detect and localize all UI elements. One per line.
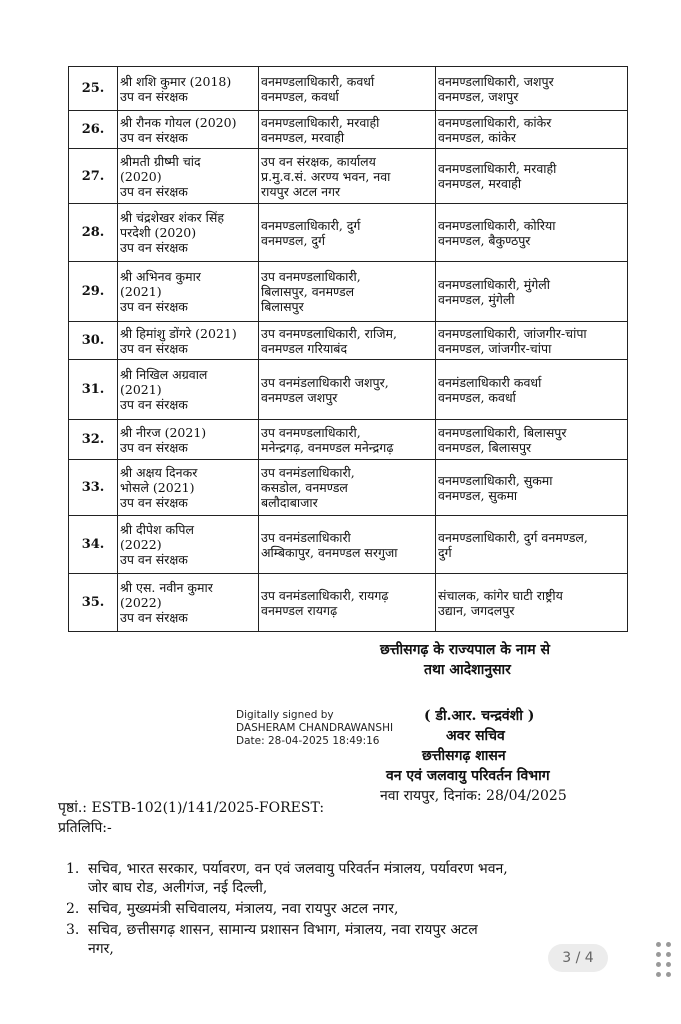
cell-line: वनमण्डलाधिकारी, मरवाही <box>261 114 380 130</box>
current-posting-cell <box>259 149 436 204</box>
cell-line: वनमण्डल, दुर्ग <box>261 232 326 248</box>
list-text: सचिव, भारत सरकार, पर्यावरण, वन एवं जलवायु परिवर्तन मंत्रालय, पर्यावरण भवन, <box>88 861 508 877</box>
cell-line: उप वन संरक्षक <box>120 610 188 625</box>
page-indicator: 3 / 4 <box>548 944 608 972</box>
cell-line: वनमण्डलाधिकारी, कांकेर <box>438 114 552 130</box>
current-posting-cell <box>259 420 436 460</box>
cell-line: उप वनमंडलाधिकारी, <box>261 465 355 480</box>
cell-line: वनमण्डल, जशपुर <box>438 88 519 104</box>
serial-number: 28. <box>69 204 118 262</box>
cell-line: रायपुर अटल नगर <box>261 183 341 199</box>
serial-number: 34. <box>69 516 118 574</box>
cell-line: उप वन संरक्षक <box>120 299 188 314</box>
cell-line: श्री निखिल अग्रवाल <box>120 367 208 382</box>
serial-number: 26. <box>69 111 118 149</box>
new-posting-cell <box>436 460 628 516</box>
list-item <box>66 900 646 919</box>
cell-line: उप वन संरक्षक <box>120 439 188 455</box>
officer-name-cell <box>118 67 259 111</box>
cell-line: (2022) <box>120 537 162 552</box>
current-posting-cell <box>259 322 436 360</box>
table-row <box>69 322 628 360</box>
cell-line: वनमण्डल, जांजगीर-चांपा <box>438 340 552 356</box>
officer-name-cell <box>118 149 259 204</box>
cell-line: (2020) <box>120 168 162 184</box>
cell-line: श्री दीपेश कपिल <box>120 522 194 537</box>
current-posting-cell <box>259 574 436 632</box>
cell-line: वनमण्डलाधिकारी, कोरिया <box>438 217 556 233</box>
cell-line: वनमण्डल, मुंगेली <box>438 291 515 307</box>
cell-line: भोसले (2021) <box>120 480 195 495</box>
cell-line: बलौदाबाजार <box>261 495 318 510</box>
cell-line: वनमण्डल, कांकेर <box>438 129 516 145</box>
cell-line: वनमण्डल गरियाबंद <box>261 340 348 356</box>
current-posting-cell <box>259 262 436 322</box>
new-posting-cell <box>436 149 628 204</box>
new-posting-cell <box>436 322 628 360</box>
cell-line: वनमण्डल, मरवाही <box>261 129 345 145</box>
cell-line: वनमण्डल रायगढ़ <box>261 602 338 618</box>
list-text: सचिव, छत्तीसगढ़ शासन, सामान्य प्रशासन विभाग, मंत्रालय, नवा रायपुर अटल <box>88 922 478 938</box>
table-row <box>69 67 628 111</box>
cell-line: वनमण्डलाधिकारी, जशपुर <box>438 73 554 89</box>
table-row <box>69 420 628 460</box>
officer-name-cell <box>118 360 259 420</box>
cell-line: उप वनमण्डलाधिकारी, <box>261 269 361 284</box>
signature-line-2: DASHERAM CHANDRAWANSHI <box>236 722 394 734</box>
signature-line-3: Date: 28-04-2025 18:49:16 <box>236 735 380 747</box>
list-number: 3. <box>66 922 80 938</box>
order-line-2: तथा आदेशानुसार <box>424 662 511 678</box>
officer-government: छत्तीसगढ़ शासन <box>422 748 506 764</box>
current-posting-cell <box>259 111 436 149</box>
officer-name-cell <box>118 516 259 574</box>
cell-line: उप वन संरक्षक <box>120 340 188 356</box>
serial-number: 30. <box>69 322 118 360</box>
cell-line: वनमण्डल, बिलासपुर <box>438 439 532 455</box>
cell-line: वनमण्डलाधिकारी, कवर्धा <box>261 73 375 89</box>
cell-line: श्रीमती ग्रीष्मी चांद <box>120 153 201 169</box>
cell-line: (2021) <box>120 382 162 397</box>
table-row <box>69 516 628 574</box>
cell-line: उप वनमंडलाधिकारी <box>261 529 351 545</box>
officer-name: ( डी.आर. चन्द्रवंशी ) <box>424 708 535 724</box>
signing-officer <box>380 706 660 806</box>
cell-line: प्र.मु.व.सं. अरण्य भवन, नवा <box>261 168 391 184</box>
table-row <box>69 111 628 149</box>
new-posting-cell <box>436 516 628 574</box>
cell-line: उप वन संरक्षक <box>120 88 188 104</box>
serial-number: 29. <box>69 262 118 322</box>
cell-line: वनमण्डलाधिकारी, जांजगीर-चांपा <box>438 325 587 341</box>
table-row <box>69 574 628 632</box>
cell-line: दुर्ग <box>438 544 452 560</box>
cell-line: उप वनमण्डलाधिकारी, राजिम, <box>261 325 397 341</box>
cell-line: वनमण्डल, मरवाही <box>438 176 522 191</box>
current-posting-cell <box>259 360 436 420</box>
new-posting-cell <box>436 574 628 632</box>
new-posting-cell <box>436 360 628 420</box>
cell-line: श्री चंद्रशेखर शंकर सिंह <box>120 210 224 225</box>
new-posting-cell <box>436 67 628 111</box>
table-row <box>69 149 628 204</box>
cell-line: (2022) <box>120 595 162 610</box>
list-number: 1. <box>66 861 80 877</box>
officer-designation: अवर सचिव <box>446 728 505 744</box>
cell-line: उप वन संरक्षक <box>120 240 188 255</box>
serial-number: 32. <box>69 420 118 460</box>
list-text: सचिव, मुख्यमंत्री सचिवालय, मंत्रालय, नवा रायपुर अटल नगर, <box>88 901 399 917</box>
cell-line: संचालक, कांगेर घाटी राष्ट्रीय <box>438 587 563 603</box>
transfer-table <box>68 66 628 632</box>
serial-number: 27. <box>69 149 118 204</box>
officer-department: वन एवं जलवायु परिवर्तन विभाग <box>386 768 550 784</box>
cell-line: श्री अक्षय दिनकर <box>120 465 198 480</box>
new-posting-cell <box>436 204 628 262</box>
list-text: नगर, <box>88 941 114 957</box>
reference-number: पृष्ठां.: ESTB-102(1)/141/2025-FOREST: <box>58 800 325 816</box>
signature-line-1: Digitally signed by <box>236 709 334 721</box>
officer-name-cell <box>118 322 259 360</box>
cell-line: उप वनमंडलाधिकारी, रायगढ़ <box>261 587 389 603</box>
officer-name-cell <box>118 204 259 262</box>
officer-name-cell <box>118 262 259 322</box>
current-posting-cell <box>259 204 436 262</box>
table-row <box>69 262 628 322</box>
cell-line: उप वन संरक्षक <box>120 495 188 510</box>
cell-line: कसडोल, वनमण्डल <box>261 480 348 495</box>
more-dots-icon[interactable] <box>654 938 674 978</box>
officer-name-cell <box>118 420 259 460</box>
officer-name-cell <box>118 111 259 149</box>
officer-name-cell <box>118 460 259 516</box>
list-text: जोर बाघ रोड, अलीगंज, नई दिल्ली, <box>88 880 268 896</box>
place-date: नवा रायपुर, दिनांक: 28/04/2025 <box>380 788 567 804</box>
serial-number: 35. <box>69 574 118 632</box>
digital-signature <box>236 709 393 748</box>
table-row <box>69 460 628 516</box>
serial-number: 25. <box>69 67 118 111</box>
table-row <box>69 360 628 420</box>
cell-line: उप वन संरक्षक <box>120 397 188 412</box>
cell-line: वनमण्डलाधिकारी, दुर्ग वनमण्डल, <box>438 529 588 545</box>
cell-line: बिलासपुर, वनमण्डल <box>261 284 355 299</box>
new-posting-cell <box>436 111 628 149</box>
cell-line: उप वन संरक्षक <box>120 183 188 199</box>
cell-line: श्री अभिनव कुमार <box>120 269 201 284</box>
order-line-1: छत्तीसगढ़ के राज्यपाल के नाम से <box>380 642 550 658</box>
cell-line: वनमण्डलाधिकारी, मरवाही <box>438 161 557 176</box>
cell-line: उप वन संरक्षक, कार्यालय <box>261 153 376 169</box>
current-posting-cell <box>259 460 436 516</box>
list-item <box>66 860 646 898</box>
cell-line: बिलासपुर <box>261 299 304 314</box>
cell-line: श्री एस. नवीन कुमार <box>120 580 213 595</box>
new-posting-cell <box>436 262 628 322</box>
cell-line: श्री शशि कुमार (2018) <box>120 73 232 89</box>
cell-line: श्री हिमांशु डोंगरे (2021) <box>120 325 237 341</box>
copy-label: प्रतिलिपि:- <box>58 820 112 836</box>
cell-line: वनमंडलाधिकारी कवर्धा <box>438 374 542 390</box>
cell-line: वनमण्डलाधिकारी, सुकमा <box>438 472 553 488</box>
serial-number: 33. <box>69 460 118 516</box>
cell-line: (2021) <box>120 284 162 299</box>
cell-line: वनमण्डलाधिकारी, मुंगेली <box>438 276 550 292</box>
cell-line: अम्बिकापुर, वनमण्डल सरगुजा <box>261 544 398 560</box>
serial-number: 31. <box>69 360 118 420</box>
cell-line: उद्यान, जगदलपुर <box>438 602 515 618</box>
cell-line: उप वनमण्डलाधिकारी, <box>261 424 361 440</box>
cell-line: वनमण्डल, कवर्धा <box>261 88 339 104</box>
cell-line: उप वनमंडलाधिकारी जशपुर, <box>261 374 389 390</box>
cell-line: श्री नीरज (2021) <box>120 424 207 440</box>
cell-line: वनमण्डल, बैकुण्ठपुर <box>438 232 531 248</box>
governor-order-note <box>380 640 550 680</box>
cell-line: वनमण्डल, कवर्धा <box>438 389 516 405</box>
cell-line: उप वन संरक्षक <box>120 129 188 145</box>
cell-line: वनमण्डल, सुकमा <box>438 487 518 503</box>
officer-name-cell <box>118 574 259 632</box>
new-posting-cell <box>436 420 628 460</box>
current-posting-cell <box>259 67 436 111</box>
cell-line: वनमण्डलाधिकारी, दुर्ग <box>261 217 361 233</box>
table-row <box>69 204 628 262</box>
cell-line: वनमण्डल जशपुर <box>261 389 338 405</box>
cell-line: श्री रौनक गोयल (2020) <box>120 114 237 130</box>
cell-line: वनमण्डलाधिकारी, बिलासपुर <box>438 424 567 440</box>
cell-line: उप वन संरक्षक <box>120 552 188 567</box>
list-number: 2. <box>66 901 80 917</box>
current-posting-cell <box>259 516 436 574</box>
cell-line: परदेशी (2020) <box>120 225 197 240</box>
cell-line: मनेन्द्रगढ़, वनमण्डल मनेन्द्रगढ़ <box>261 439 394 455</box>
